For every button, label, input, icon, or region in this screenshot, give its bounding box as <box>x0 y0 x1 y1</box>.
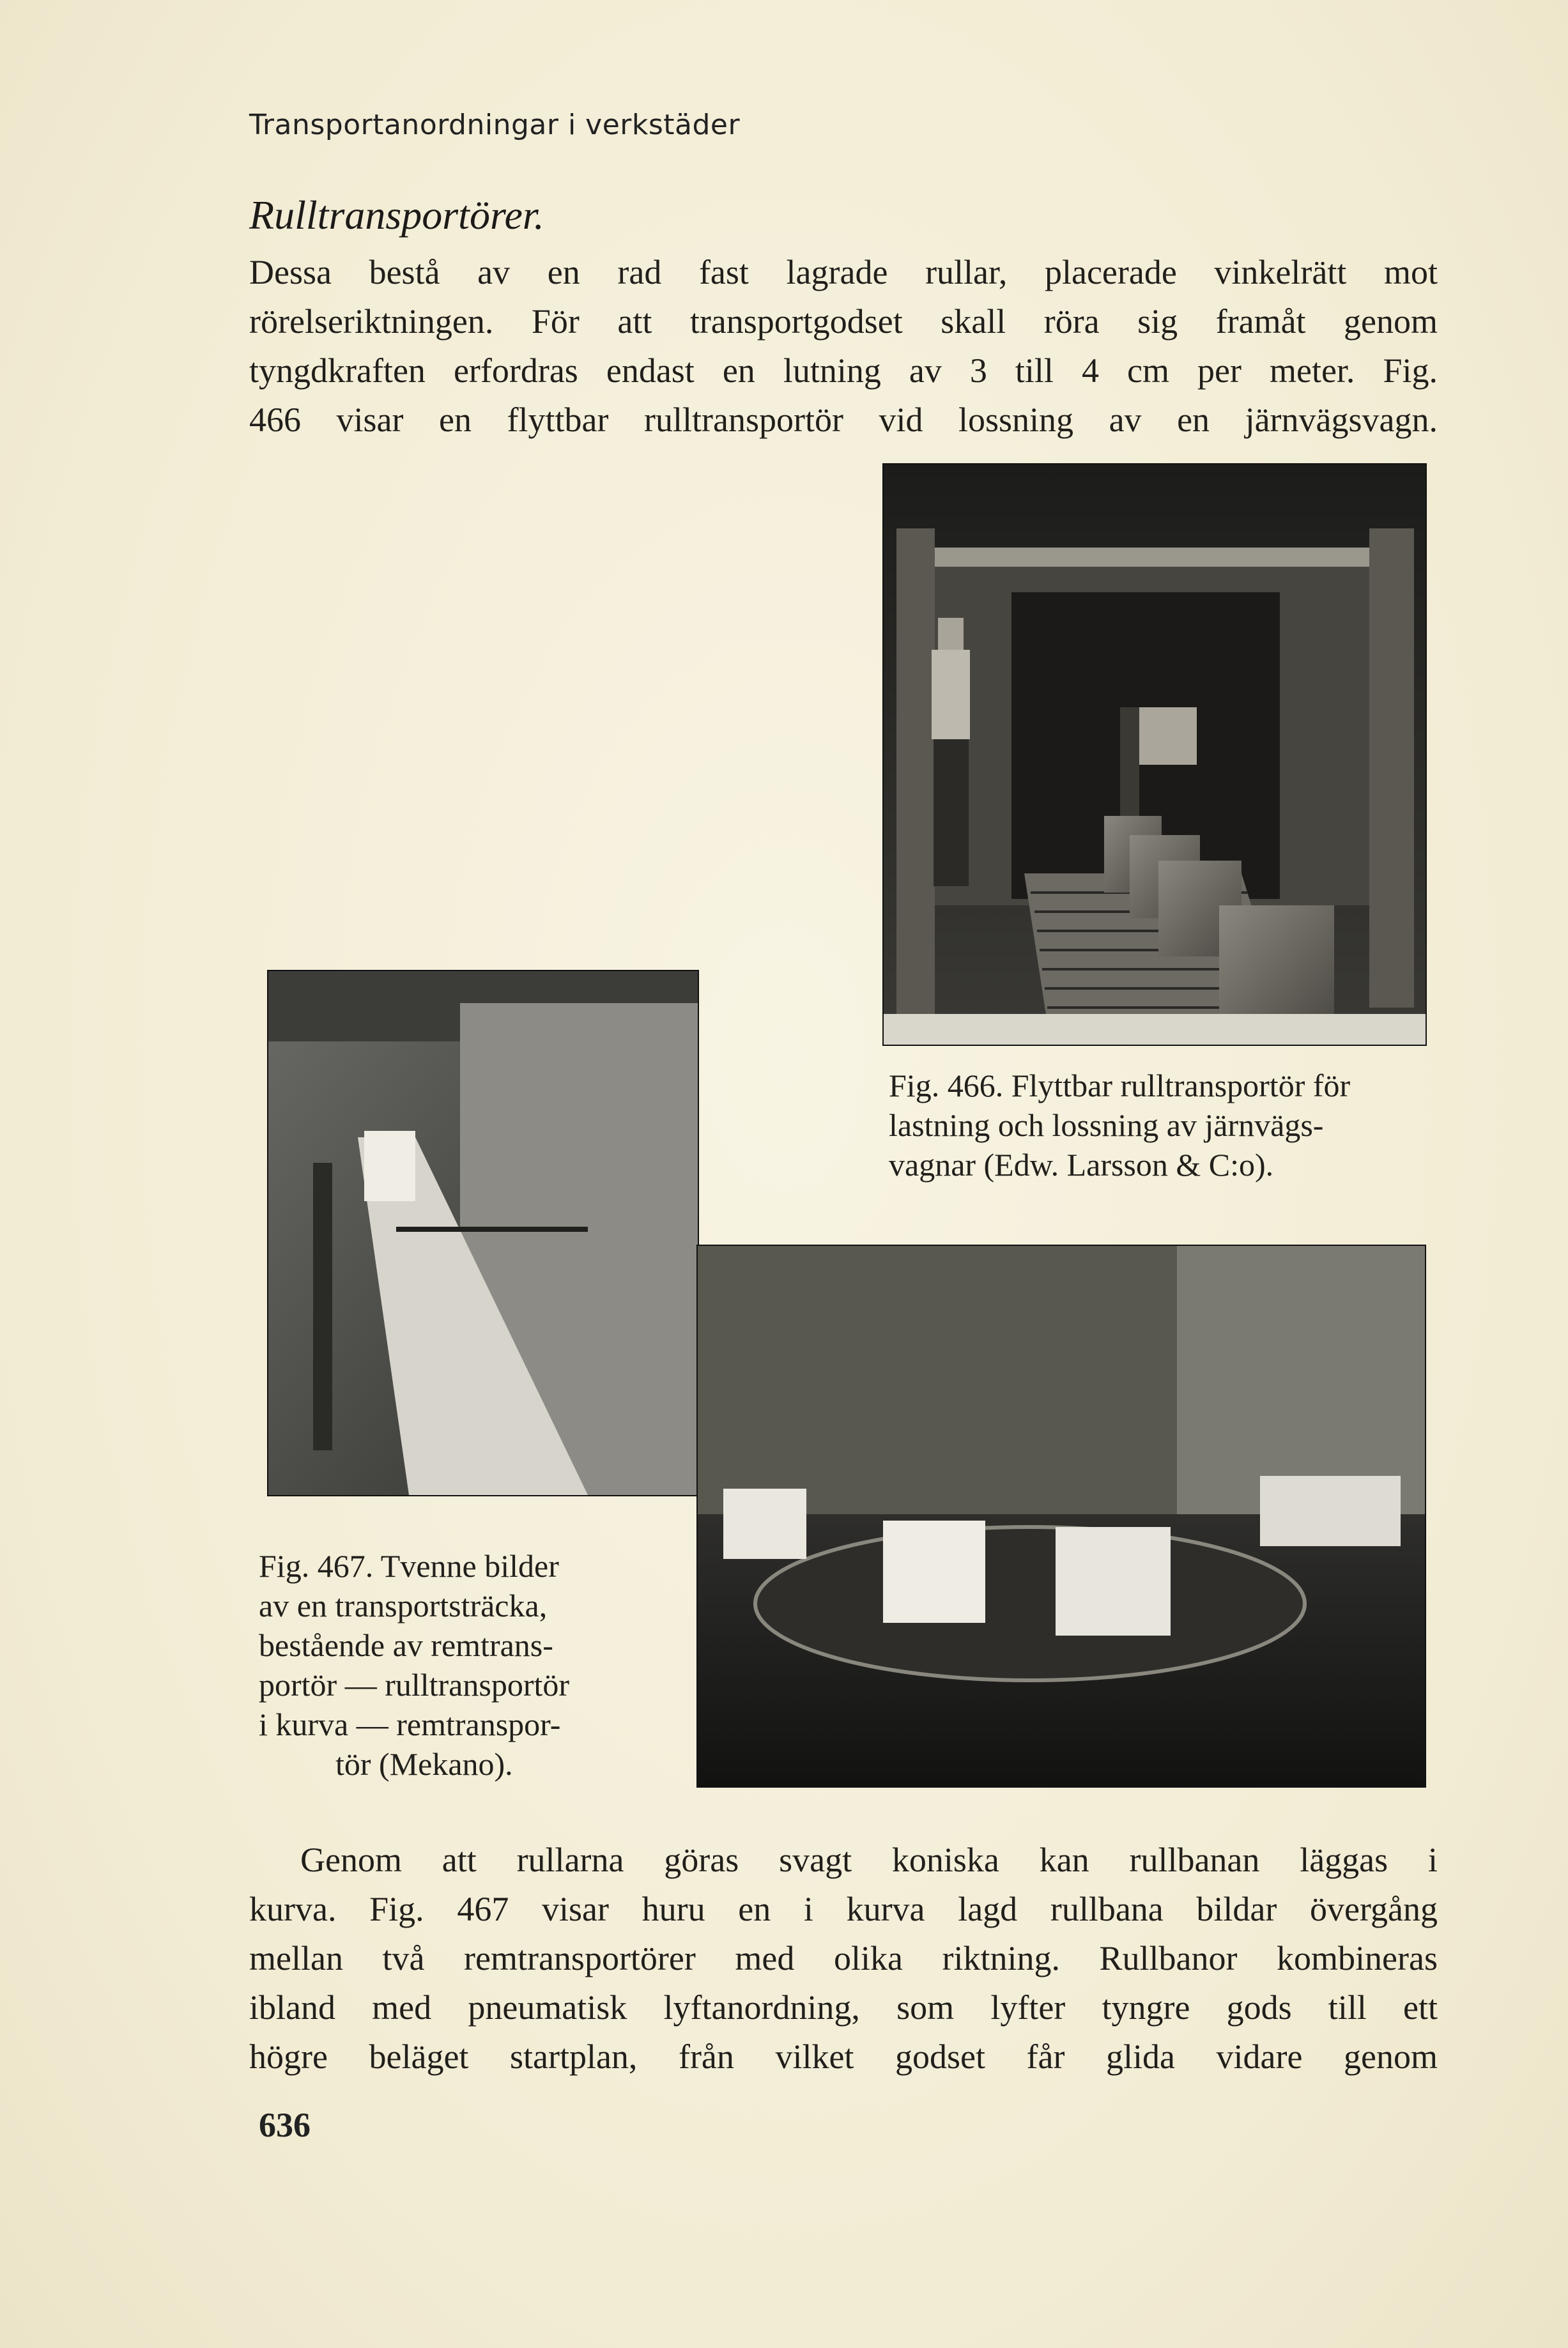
section-title: Rulltransportörer. <box>249 192 544 238</box>
fig467-photo-left <box>267 970 699 1496</box>
page-number: 636 <box>259 2106 311 2144</box>
caption-line: Fig. 467. Tvenne bilder <box>259 1548 559 1584</box>
fig466-caption <box>889 1066 1350 1185</box>
paragraph-line: rörelseriktningen. För att transportgodset skall röra sig framåt genom <box>249 302 1438 341</box>
caption-line: lastning och lossning av järnvägs- <box>889 1107 1324 1143</box>
caption-line: Fig. 466. Flyttbar rulltransportör för <box>889 1068 1351 1103</box>
caption-line: portör — rulltransportör <box>259 1667 570 1703</box>
paragraph-line: Genom att rullarna göras svagt koniska kan rullbanan läggas i <box>300 1841 1438 1879</box>
fig466-photo <box>882 463 1427 1046</box>
running-head: Transportanordningar i verkstäder <box>249 109 741 141</box>
paragraph-line: högre beläget startplan, från vilket godset får glida vidare genom <box>249 2037 1438 2076</box>
paragraph-line: tyngdkraften erfordras endast en lutning av 3 till 4 cm per meter. Fig. <box>249 351 1438 390</box>
fig467-photo-right <box>696 1245 1426 1788</box>
caption-line: tör (Mekano). <box>335 1746 513 1782</box>
paragraph-line: ibland med pneumatisk lyftanordning, som lyfter tyngre gods till ett <box>249 1988 1438 2027</box>
caption-line: vagnar (Edw. Larsson & C:o). <box>889 1147 1274 1183</box>
paragraph-line: kurva. Fig. 467 visar huru en i kurva lagd rullbana bildar övergång <box>249 1890 1438 1928</box>
caption-line: i kurva — remtranspor- <box>259 1707 561 1742</box>
paragraph-1 <box>249 248 1438 445</box>
paragraph-2 <box>249 1836 1438 2082</box>
paragraph-line: 466 visar en flyttbar rulltransportör vid lossning av en järnvägsvagn. <box>249 401 1438 439</box>
paragraph-line: mellan två remtransportörer med olika riktning. Rullbanor kombineras <box>249 1939 1438 1977</box>
fig467-caption <box>259 1546 569 1784</box>
caption-line: bestående av remtrans- <box>259 1627 553 1663</box>
paragraph-line: Dessa bestå av en rad fast lagrade rullar, placerade vinkelrätt mot <box>249 253 1438 291</box>
caption-line: av en transportsträcka, <box>259 1588 548 1623</box>
